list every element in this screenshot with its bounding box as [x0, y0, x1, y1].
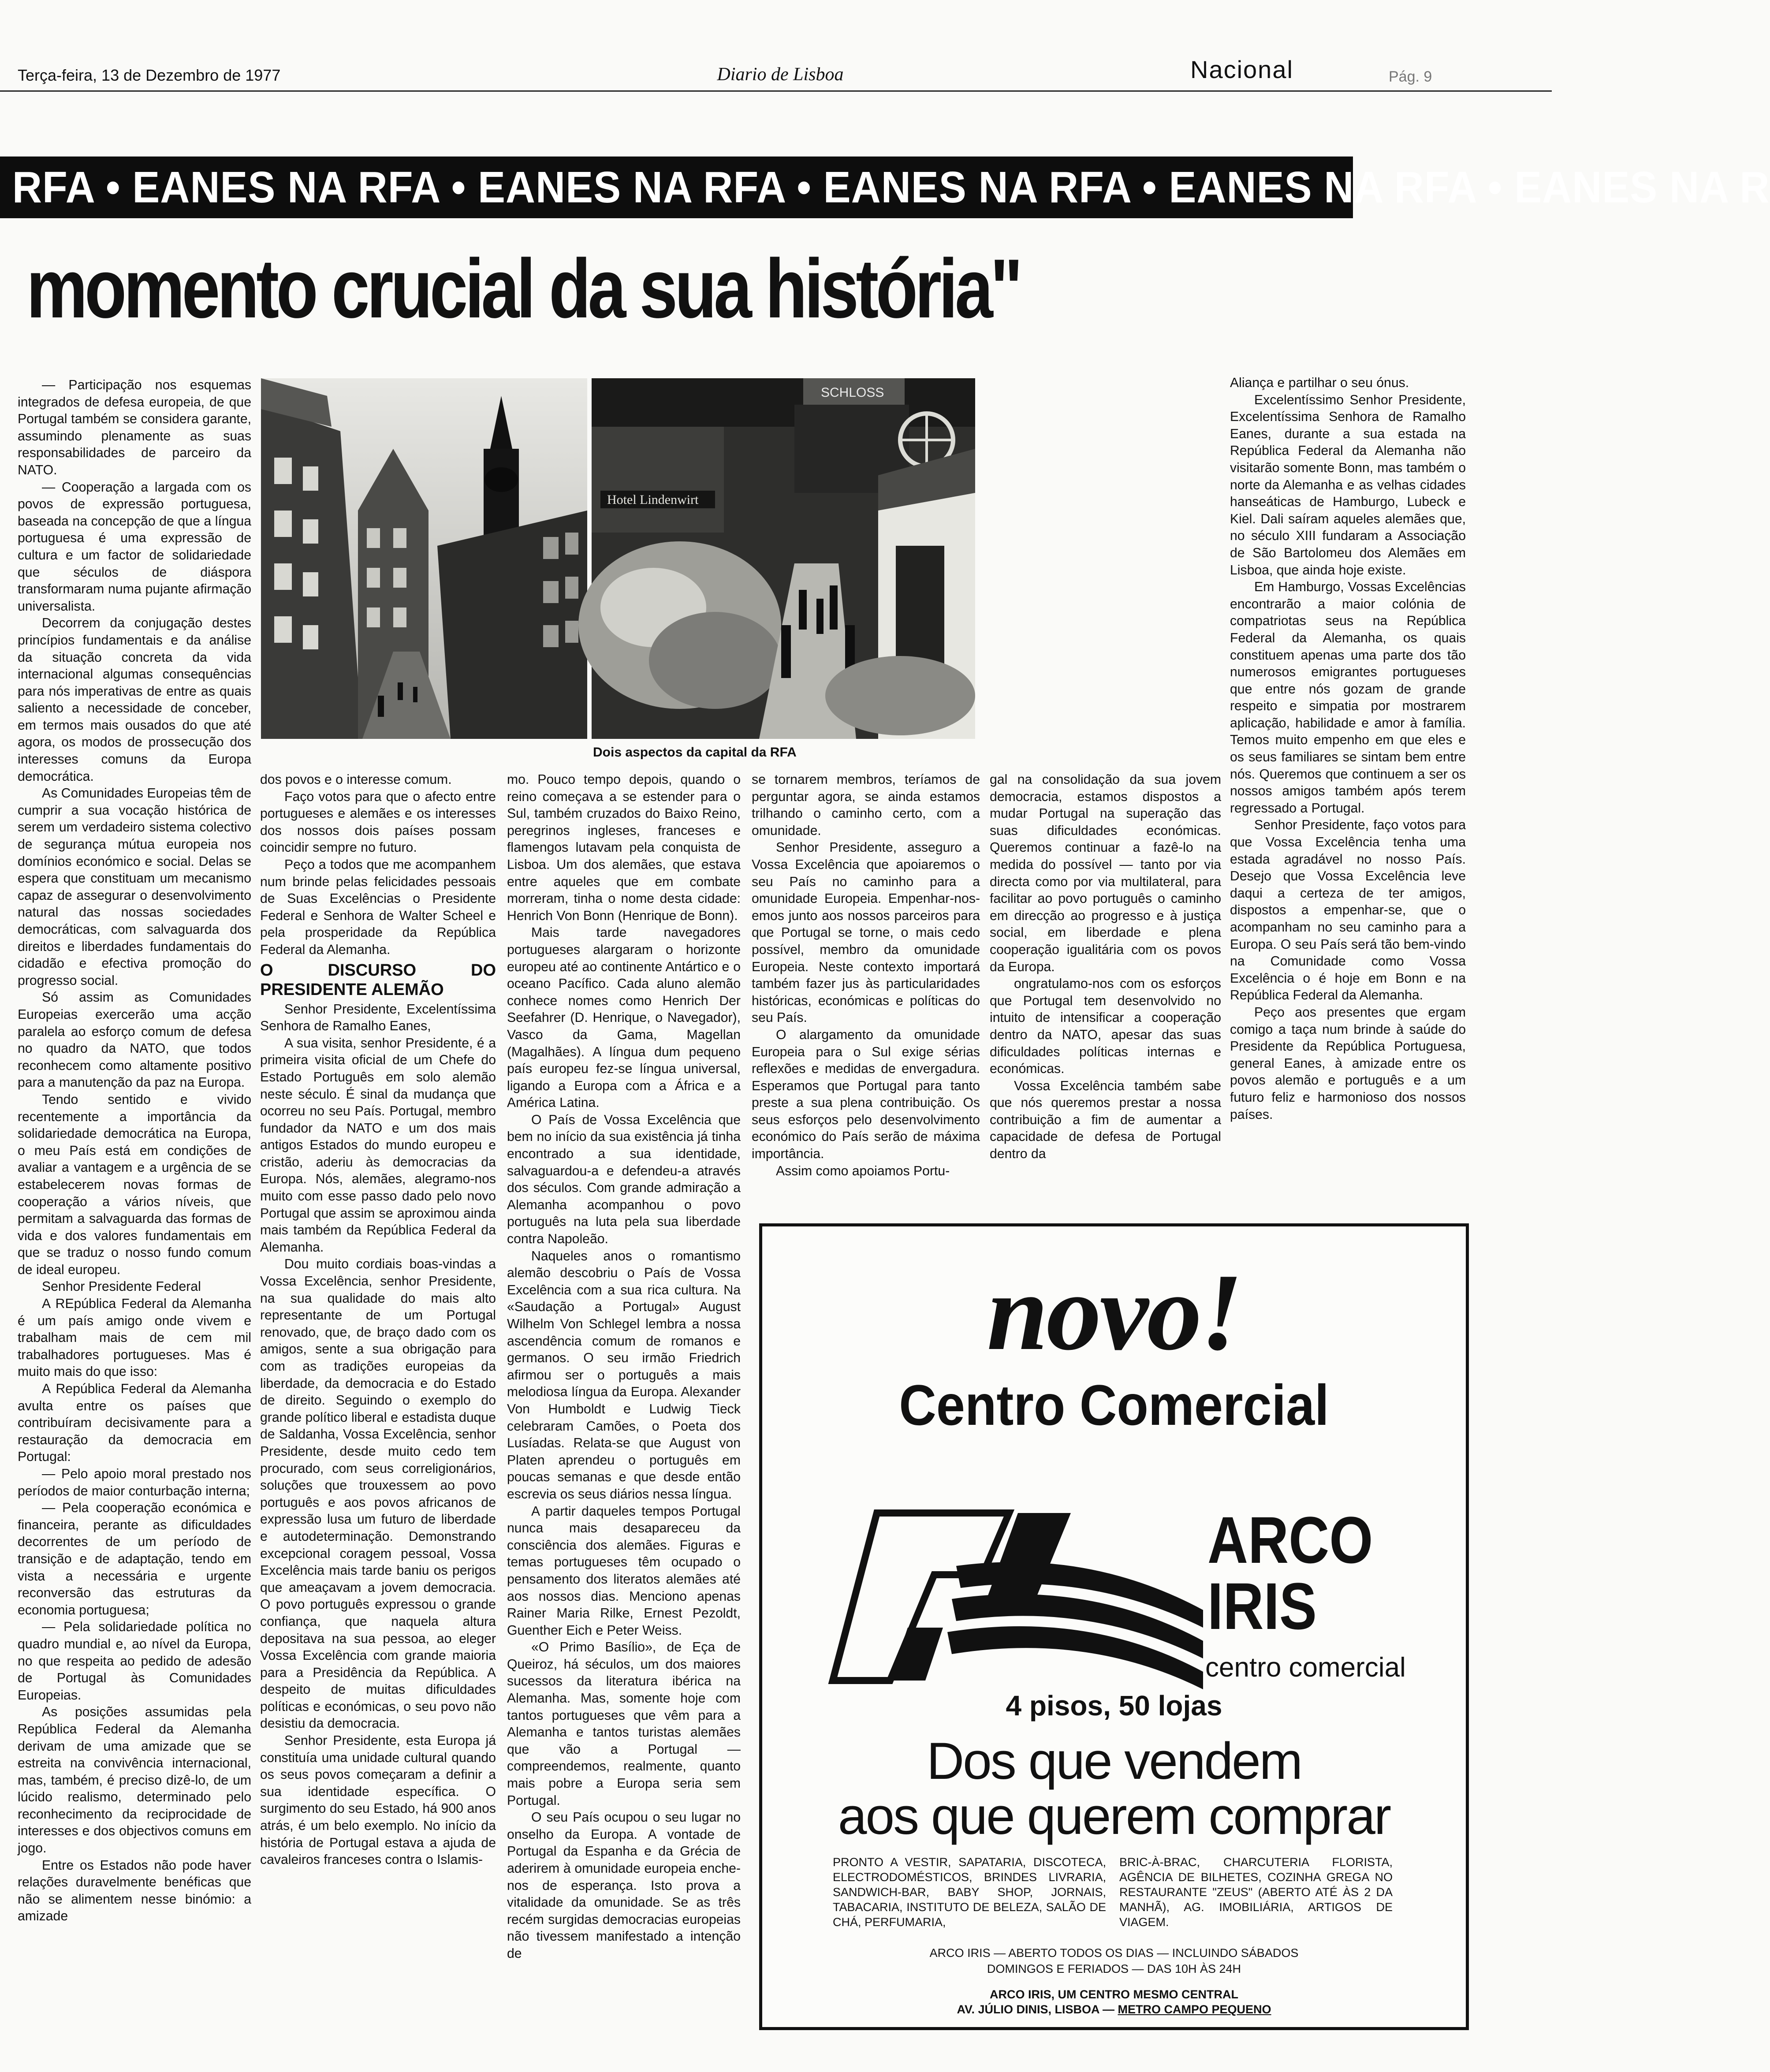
ad-metro: METRO CAMPO PEQUENO — [1118, 2003, 1271, 2016]
ad-logo-iris: IRIS — [1207, 1569, 1317, 1643]
article-paragraph: A partir daqueles tempos Portugal nunca mais desapareceu da consciência dos alemães. Figuras e temas portugueses têm ocupado o pensamento dos literatos alemães até aos nossos dias. Menciono apenas Rainer Maria Rilke, Ernest Pezoldt, Guenther Eich e Peter Weiss. — [507, 1504, 741, 1638]
ad-hours-line2: DOMINGOS E FERIADOS — DAS 10H ÀS 24H — [987, 1962, 1241, 1975]
article-paragraph: As posições assumidas pela República Federal da Alemanha derivam de uma amizade que se estreita na convivência internacional, mas, também, é preciso dizê-lo, de um lúcido realismo, determinado pelo reconhecimento da reciprocidade de interesses e dos objectivos comuns em jogo. — [18, 1705, 251, 1856]
page-number: Pág. 9 — [1389, 68, 1432, 85]
article-column-1 — [18, 377, 251, 2052]
article-paragraph: Senhor Presidente, faço votos para que Vossa Excelência tenha uma estada agradável no nosso País. Desejo que Vossa Excelência leve daqui a certeza de ter amigos, dispostos a empenhar-se, que o acompanham no seu caminho para a Europa. O seu País será tão bem-vindo na Comunidade como Vossa Excelência o é hoje em Bonn e na República Federal da Alemanha. — [1230, 818, 1466, 1003]
article-paragraph: mo. Pouco tempo depois, quando o reino começava a se estender para o Sul, também cruzados do Baixo Reino, peregrinos ingleses, franceses e flamengos lutavam pela conquista de Lisboa. Um dos alemães, que estava entre aqueles que em combate morreram, tinha o nome desta cidade: Henrich Von Bonn (Henrique de Bonn). — [507, 772, 741, 923]
header-rule — [0, 90, 1552, 92]
section-name: Nacional — [1190, 56, 1293, 83]
article-paragraph: O seu País ocupou o seu lugar no onselho da Europa. A vontade de Portugal da Espanha e da Grécia de aderirem à omunidade europeia enche-nos de esperança. Isto prova a vitalidade da omunidade. Se as três recém surgidas democracias europeias não tivessem manifestado a intenção de — [507, 1810, 741, 1961]
ad-hours-line1: ARCO IRIS — ABERTO TODOS OS DIAS — INCLUINDO SÁBADOS — [929, 1946, 1299, 1960]
schloss-sign: SCHLOSS — [821, 385, 884, 400]
article-paragraph: A sua visita, senhor Presidente, é a primeira visita oficial de um Chefe do Estado Português em solo alemão neste século. É sinal da mudança que ocorreu no seu País. Portugal, membro fundador da NATO e um dos mais antigos Estados do mundo europeu e cristão, aderiu às democracias da Europa. Nós, alemães, alegramo-nos muito com esse passo dado pelo novo Portugal que assim se aproximou ainda mais também da República Federal da Alemanha. — [260, 1036, 496, 1255]
article-column-6 — [1230, 375, 1466, 1204]
article-paragraph: Faço votos para que o afecto entre portugueses e alemães e os interesses dos nossos dois países possam coincidir sempre no futuro. — [260, 789, 496, 855]
article-paragraph: se tornarem membros, teríamos de perguntar agora, se ainda estamos trilhando o caminho certo, com a omunidade. — [752, 772, 980, 838]
banner-strip: RFA • EANES NA RFA • EANES NA RFA • EANES NA RFA • EANES NA RFA • EANES NA R — [0, 157, 1353, 218]
article-paragraph: Aliança e partilhar o seu ónus. — [1230, 376, 1409, 390]
article-paragraph: Tendo sentido e vivido recentemente a importância da solidariedade democrática na Europa, o meu País está em condições de avaliar a vantagem e a urgência de se estabelecerem novas formas de cooperação a vários níveis, que permitam a salvaguarda das formas de vida e dos valores fundamentais em que se traduz o nosso fundo comum de ideal europeu. — [18, 1092, 251, 1277]
ad-footer-line1: ARCO IRIS, UM CENTRO MESMO CENTRAL — [990, 1988, 1238, 2001]
article-paragraph: O alargamento da omunidade Europeia para o Sul exige sérias reflexões e medidas de envergadura. Esperamos que Portugal para tanto preste a sua plena contribuição. Os seus esforços pelo desenvolvimento económico do País serão de máxima importância. — [752, 1027, 980, 1162]
article-paragraph: Entre os Estados não pode haver relações duravelmente benéficas que não se alimentem nesse binómio: a amizade — [18, 1858, 251, 1924]
ad-logo-subtitle: centro comercial — [1205, 1652, 1406, 1683]
article-paragraph: ongratulamo-nos com os esforços que Portugal tem desenvolvido no intuito de intensificar a cooperação dentro da NATO, apesar das suas dificuldades políticas internas e económicas. — [990, 976, 1221, 1077]
article-paragraph: Peço a todos que me acompanhem num brinde pelas felicidades pessoais de Suas Excelências o Presidente Federal e Senhora de Walter Scheel e pela prosperidade da República Federal da Alemanha. — [260, 857, 496, 957]
ad-slogan-line2: aos que querem comprar — [838, 1787, 1390, 1845]
article-paragraph: Decorrem da conjugação destes princípios fundamentais e da análise da situação concreta da vida internacional algumas consequências para nós imperativas de entre as quais saliento a necessidade de conceber, em termos mais ousados do que até agora, os modos de prossecução dos interesses comuns da Europa democrática. — [18, 616, 251, 784]
section-heading: O DISCURSO DO PRESIDENTE ALEMÃO — [260, 961, 496, 999]
photo-street-church — [261, 378, 587, 739]
ad-address: AV. JÚLIO DINIS, LISBOA — — [957, 2003, 1118, 2016]
article-paragraph: Senhor Presidente Federal — [42, 1279, 201, 1294]
headline: momento crucial da sua história" — [26, 242, 1020, 335]
article-paragraph: — Pelo apoio moral prestado nos períodos de maior conturbação interna; — [18, 1467, 251, 1498]
article-paragraph: Naqueles anos o romantismo alemão descobriu o País de Vossa Excelência com a sua rica cultura. Na «Saudação a Portugal» August Wilhelm Von Schlegel lembra a nossa ascendência comum de romanos e germanos. O seu irmão Friedrich afirmou ser o português a mais melodiosa língua da Europa. Alexander Von Humboldt e Ludwig Tieck celebraram Camões, o Poeta dos Lusíadas. Relata-se que August von Platen aprendeu o português em poucas semanas e que desde então escrevia os seus diários nessa língua. — [507, 1248, 741, 1502]
ad-headline: novo! — [987, 1251, 1241, 1373]
ad-logo-arco: ARCO — [1207, 1503, 1373, 1577]
article-paragraph: — Participação nos esquemas integrados de defesa europeia, de que Portugal também se considera garante, assumindo plenamente as suas responsabilidades de parceiro da NATO. — [18, 378, 251, 477]
photo-caption: Dois aspectos da capital da RFA — [593, 745, 797, 760]
article-paragraph: dos povos e o interesse comum. — [260, 772, 452, 787]
photo-street-church-image — [261, 378, 587, 739]
article-column-3 — [507, 771, 741, 2052]
article-paragraph: — Cooperação a largada com os povos de expressão portuguesa, baseada na concepção de que a língua portuguesa é uma expressão de cultura e um factor de solidariedade que séculos de diáspora transformaram numa pujante afirmação universalista. — [18, 480, 251, 614]
newspaper-name: Diario de Lisboa — [717, 64, 844, 85]
article-paragraph: A República Federal da Alemanha avulta entre os países que contribuíram decisivamente para a restauração da democracia em Portugal: — [18, 1382, 251, 1465]
article-paragraph: Peço aos presentes que ergam comigo a taça num brinde à saúde do Presidente da República Portuguesa, general Eanes, à amizade entre os povos alemão e português e a um futuro feliz e harmonioso dos nossos países. — [1230, 1005, 1466, 1122]
article-paragraph: — Pela solidariedade política no quadro mundial e, ao nível da Europa, no que respeita ao pedido de adesão de Portugal às Comunidades Europeias. — [18, 1620, 251, 1703]
article-paragraph: «O Primo Basílio», de Eça de Queiroz, há séculos, um dos maiores sucessos da literatura ibérica na Alemanha. Mas, somente hoje com tantos portugueses que vêm para a Alemanha e tantos turistas alemães que vão a Portugal — compreendemos, realmente, quanto mais pobre a Europa seria sem Portugal. — [507, 1640, 741, 1808]
ad-shop-list-left: PRONTO A VESTIR, SAPATARIA, DISCOTECA, ELECTRODOMÉSTICOS, BRINDES LIVRARIA, SANDWICH-BAR, BABY SHOP, JORNAIS, TABACARIA, INSTITUTO DE BELEZA, SALÃO DE CHÁ, PERFUMARIA, — [833, 1856, 1106, 1929]
advertisement-arco-iris — [759, 1223, 1469, 2030]
ad-opening-hours — [762, 1945, 1466, 1977]
article-paragraph: Senhor Presidente, Excelentíssima Senhora de Ramalho Eanes, — [260, 1002, 496, 1034]
article-paragraph: Assim como apoiamos Portu- — [776, 1163, 950, 1178]
article-paragraph: O País de Vossa Excelência que bem no início da sua existência já tinha encontrado a sua identidade, salvaguardou-a e defendeu-a através dos séculos. Com grande admiração a Alemanha acompanhou o povo português na luta pela sua liberdade contra Napoleão. — [507, 1112, 741, 1247]
article-paragraph: Senhor Presidente, asseguro a Vossa Excelência que apoiaremos o seu País no caminho para a omunidade Europeia. Empenhar-nos-emos junto aos nossos parceiros para que Portugal se torne, o mais cedo possível, membro da omunidade Europeia. Neste contexto importará também fazer jus às particularidades históricas, económicas e políticas do seu País. — [752, 840, 980, 1025]
ad-footer — [762, 1987, 1466, 2017]
ad-slogan-line1: Dos que vendem — [926, 1732, 1302, 1790]
ad-shop-list-right: BRIC-À-BRAC, CHARCUTERIA FLORISTA, AGÊNCIA DE BILHETES, COZINHA GREGA NO RESTAURANTE "ZEUS" (ABERTO ATÉ ÀS 2 DA MANHÃ), AG. IMOBILIÁRIA, ARTIGOS DE VIAGEM. — [1119, 1856, 1393, 1929]
article-paragraph: gal na consolidação da sua jovem democracia, estamos dispostos a mudar Portugal na superação das suas dificuldades económicas. Queremos continuar a fazê-lo na medida do possível — tanto por via directa como por via multilateral, para facilitar ao povo português o caminho em direcção ao progresso e à justiça social, em liberdade e plena cooperação igualitária com os povos da Europa. — [990, 772, 1221, 974]
issue-date: Terça-feira, 13 de Dezembro de 1977 — [18, 66, 281, 84]
article-paragraph: — Pela cooperação económica e financeira, perante as dificuldades decorrentes de um período de transição e de adaptação, tendo em vista a necessária e urgente reconversão das estruturas da economia portuguesa; — [18, 1501, 251, 1617]
article-paragraph: Dou muito cordiais boas-vindas a Vossa Excelência, senhor Presidente, na sua qualidade do mais alto representante de um Portugal renovado, que, de braço dado com os amigos, sente a sua obrigação para com as tradições europeias da liberdade, da democracia e do Estado de direito. Seguindo o exemplo do grande político liberal e estadista duque de Saldanha, Vossa Excelência, senhor Presidente, desde muito cedo tem procurado, com seus correligionários, soluções que trouxessem ao povo português e aos povos africanos de expressão lusa um futuro de liberdade e autodeterminação. Demonstrando excepcional coragem pessoal, Vossa Excelência mais tarde baniu os perigos que ameaçavam a jovem democracia. O povo português expressou o grande confiança, que naquela altura depositava na sua pessoa, ao eleger Vossa Excelência com grande maioria para a Presidência da República. A despeito de muitas dificuldades políticas e económicas, o seu povo não desistiu da democracia. — [260, 1257, 496, 1731]
article-paragraph: Mais tarde navegadores portugueses alargaram o horizonte europeu até ao continente Antártico e o oceano Pacífico. Cada aluno alemão conhece nomes como Henrich Der Seefahrer (D. Henrique, o Navegador), Vasco da Gama, Magellan (Magalhães). A língua dum pequeno país europeu fez-se língua universal, ligando a Europa com a África e a América Latina. — [507, 925, 741, 1111]
ad-footer-address-line — [762, 2002, 1466, 2017]
article-column-4 — [752, 771, 980, 1199]
article-paragraph: A REpública Federal da Alemanha é um país amigo onde vivem e trabalham mais de cem mil trabalhadores portugueses. Mas é muito mais do que isso: — [18, 1297, 251, 1379]
article-paragraph: Senhor Presidente, esta Europa já constituía uma unidade cultural quando os seus povos começaram a definir a sua identidade específica. O surgimento do seu Estado, há 900 anos atrás, é um belo exemplo. No início da história de Portugal estava a ajuda de cavaleiros franceses contra o Islamis- — [260, 1733, 496, 1867]
article-paragraph: Excelentíssimo Senhor Presidente, Excelentíssima Senhora de Ramalho Eanes, durante a sua estada na República Federal da Alemanha não visitarão somente Bonn, mas também o norte da Alemanha e as velhas cidades hanseáticas de Hamburgo, Lubeck e Kiel. Dali saíram aqueles alemães que, no século XIII fundaram a Associação de São Bartolomeu dos Alemães em Lisboa, que ainda hoje existe. — [1230, 392, 1466, 578]
hotel-sign: Hotel Lindenwirt — [607, 492, 699, 507]
ad-title: Centro Comercial — [899, 1373, 1329, 1437]
ad-floors-shops: 4 pisos, 50 lojas — [1006, 1690, 1222, 1722]
article-paragraph: Só assim as Comunidades Europeias exercerão uma acção paralela ao esforço comum de defesa no quadro da NATO, que todos reconhecem como altamente positivo para a manutenção da paz na Europa. — [18, 990, 251, 1090]
photo-hotel-street-image — [592, 378, 975, 739]
arco-iris-logo-graphic — [824, 1495, 1203, 1694]
article-paragraph: Vossa Excelência também sabe que nós queremos prestar a nossa contribuição a fim de aumentar a capacidade de defesa de Portugal dentro da — [990, 1078, 1221, 1162]
photo-hotel-street — [592, 378, 975, 739]
article-paragraph: Em Hamburgo, Vossas Excelências encontrarão a maior colónia de compatriotas seus na República Federal da Alemanha, os quais constituem apenas uma parte dos tão numerosos emigrantes portugueses que entre nós gozam de grande respeito e simpatia por mostrarem aplicação, habilidade e amor à família. Temos muito empenho em que eles e os seus familiares se sintam bem entre nós. Queremos que continuem a ser os nossos amigos também após terem regressado a Portugal. — [1230, 580, 1466, 816]
article-column-5 — [990, 771, 1221, 1199]
article-paragraph: As Comunidades Europeias têm de cumprir a sua vocação histórica de serem um verdadeiro sistema colectivo de segurança mútua europeia nos domínios económico e social. Delas se espera que constituam um mecanismo capaz de assegurar o desenvolvimento natural das nossas sociedades democráticas, com salvaguarda dos direitos e liberdades fundamentais do cidadão e efectiva promoção do progresso social. — [18, 786, 251, 988]
article-column-2 — [260, 771, 496, 2052]
